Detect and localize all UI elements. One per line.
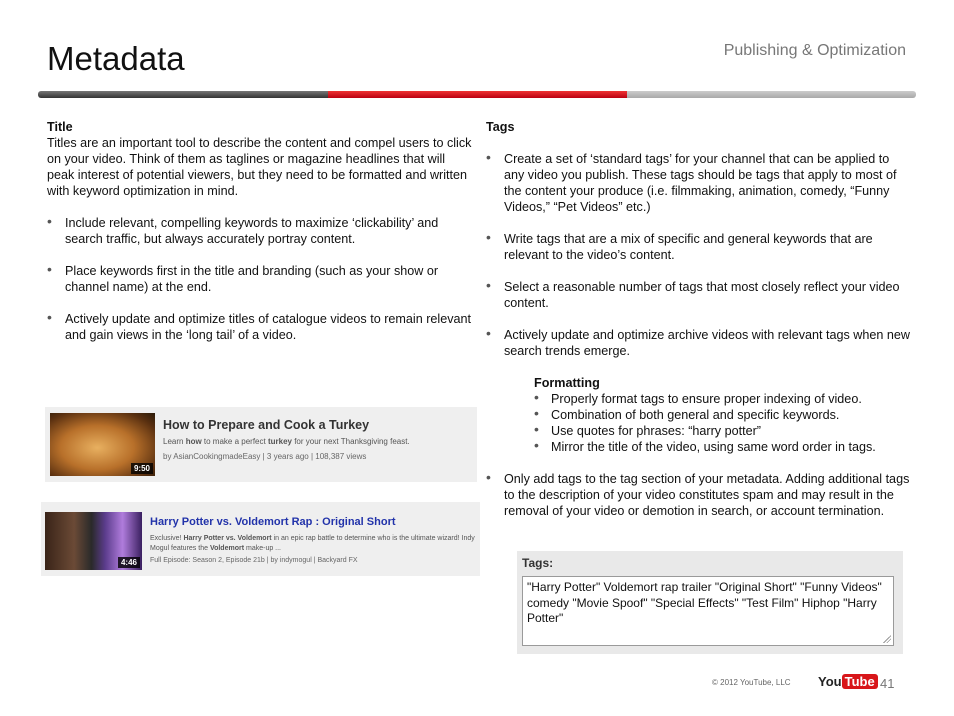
bullet-dot: • bbox=[534, 437, 539, 453]
section-label: Publishing & Optimization bbox=[723, 42, 906, 59]
bullet-text: Actively update and optimize archive videos with relevant tags when new search trends emerge. bbox=[504, 328, 911, 358]
bullet-text: Create a set of ‘standard tags’ for your channel that can be applied to any video you publish. These tags should be tags that apply to most of the content your produce (i.e. filmmaking, animation, comedy, “Funny Videos,” “Pet Videos” etc.) bbox=[504, 152, 897, 214]
video-title-link[interactable]: How to Prepare and Cook a Turkey bbox=[163, 418, 370, 432]
tags-textarea[interactable] bbox=[522, 576, 894, 646]
resize-grip-icon[interactable] bbox=[883, 635, 891, 643]
tags-heading: Tags bbox=[486, 120, 515, 134]
title-section bbox=[47, 119, 472, 343]
tags-bullet bbox=[486, 151, 911, 215]
title-heading: Title bbox=[47, 120, 73, 134]
formatting-item bbox=[534, 439, 911, 455]
logo-tube: Tube bbox=[842, 674, 878, 689]
video-meta: by AsianCookingmadeEasy | 3 years ago | 108,387 views bbox=[163, 452, 367, 461]
bullet-dot: • bbox=[486, 149, 491, 165]
bullet-dot: • bbox=[534, 405, 539, 421]
bullet-text: Write tags that are a mix of specific and general keywords that are relevant to the video’s content. bbox=[504, 232, 873, 262]
video-description: Learn how to make a perfect turkey for your next Thanksgiving feast. bbox=[163, 437, 410, 446]
bullet-text: Actively update and optimize titles of catalogue videos to remain relevant and gain views in the ‘long tail’ of a video. bbox=[65, 312, 472, 342]
tags-bullet bbox=[486, 231, 911, 263]
tags-bullet bbox=[486, 327, 911, 359]
bullet-dot: • bbox=[47, 261, 52, 277]
title-bullet bbox=[47, 311, 472, 343]
youtube-logo bbox=[818, 674, 878, 689]
bullet-text: Use quotes for phrases: “harry potter” bbox=[551, 424, 761, 438]
formatting-item bbox=[534, 423, 911, 439]
copyright: © 2012 YouTube, LLC bbox=[712, 678, 791, 687]
tags-bullet bbox=[486, 279, 911, 311]
video-result-harry-potter[interactable] bbox=[41, 502, 480, 576]
tags-bullet bbox=[486, 471, 911, 519]
logo-you: You bbox=[818, 674, 842, 689]
video-meta: Full Episode: Season 2, Episode 21b | by indymogul | Backyard FX bbox=[150, 557, 358, 564]
bullet-text: Select a reasonable number of tags that most closely reflect your video content. bbox=[504, 280, 900, 310]
bullet-text: Only add tags to the tag section of your metadata. Adding additional tags to the description of your video constitutes spam and may result in the removal of your video or demotion in search, or account termination. bbox=[504, 472, 910, 518]
bullet-dot: • bbox=[486, 469, 491, 485]
title-bullet bbox=[47, 215, 472, 247]
divider-bar-red bbox=[328, 91, 627, 98]
bullet-text: Include relevant, compelling keywords to maximize ‘clickability’ and search traffic, but always accurately portray content. bbox=[65, 216, 439, 246]
tags-label: Tags: bbox=[522, 556, 554, 570]
formatting-item bbox=[534, 391, 911, 407]
tags-value: "Harry Potter" Voldemort rap trailer "Original Short" "Funny Videos" comedy "Movie Spoof" "Special Effects" "Test Film" Hiphop "Harry Potter" bbox=[527, 580, 882, 625]
title-bullet bbox=[47, 263, 472, 295]
formatting-block bbox=[534, 375, 911, 455]
video-description: Exclusive! Harry Potter vs. Voldemort in an epic rap battle to determine who is the ultimate wizard! Indy Mogul features the Voldemort make-up ... bbox=[150, 535, 475, 552]
title-intro: Titles are an important tool to describe the content and compel users to click on your video. Think of them as taglines or magazine headlines that will peak interest of potential viewers, but they need to be formatted and written with keyword optimization in mind. bbox=[47, 136, 472, 198]
tags-section bbox=[486, 119, 911, 519]
bullet-dot: • bbox=[486, 229, 491, 245]
formatting-item bbox=[534, 407, 911, 423]
bullet-dot: • bbox=[486, 277, 491, 293]
bullet-dot: • bbox=[47, 309, 52, 325]
bullet-dot: • bbox=[486, 325, 491, 341]
video-duration: 9:50 bbox=[131, 463, 153, 474]
video-duration: 4:46 bbox=[118, 557, 140, 568]
bullet-text: Place keywords first in the title and branding (such as your show or channel name) at the end. bbox=[65, 264, 439, 294]
bullet-text: Combination of both general and specific keywords. bbox=[551, 408, 840, 422]
bullet-text: Properly format tags to ensure proper indexing of video. bbox=[551, 392, 862, 406]
bullet-dot: • bbox=[47, 213, 52, 229]
divider-bar-light bbox=[627, 91, 916, 98]
divider-bar-dark bbox=[38, 91, 328, 98]
bullet-text: Mirror the title of the video, using same word order in tags. bbox=[551, 440, 876, 454]
formatting-heading: Formatting bbox=[534, 376, 600, 390]
video-thumbnail[interactable] bbox=[50, 413, 155, 476]
bullet-dot: • bbox=[534, 421, 539, 437]
bullet-dot: • bbox=[534, 389, 539, 405]
page-title: Metadata bbox=[47, 40, 185, 77]
video-thumbnail[interactable] bbox=[45, 512, 142, 570]
video-result-turkey[interactable] bbox=[45, 407, 477, 482]
video-title-link[interactable]: Harry Potter vs. Voldemort Rap : Original Short bbox=[150, 516, 396, 528]
tags-panel bbox=[517, 551, 903, 654]
page-number: 41 bbox=[880, 676, 895, 691]
